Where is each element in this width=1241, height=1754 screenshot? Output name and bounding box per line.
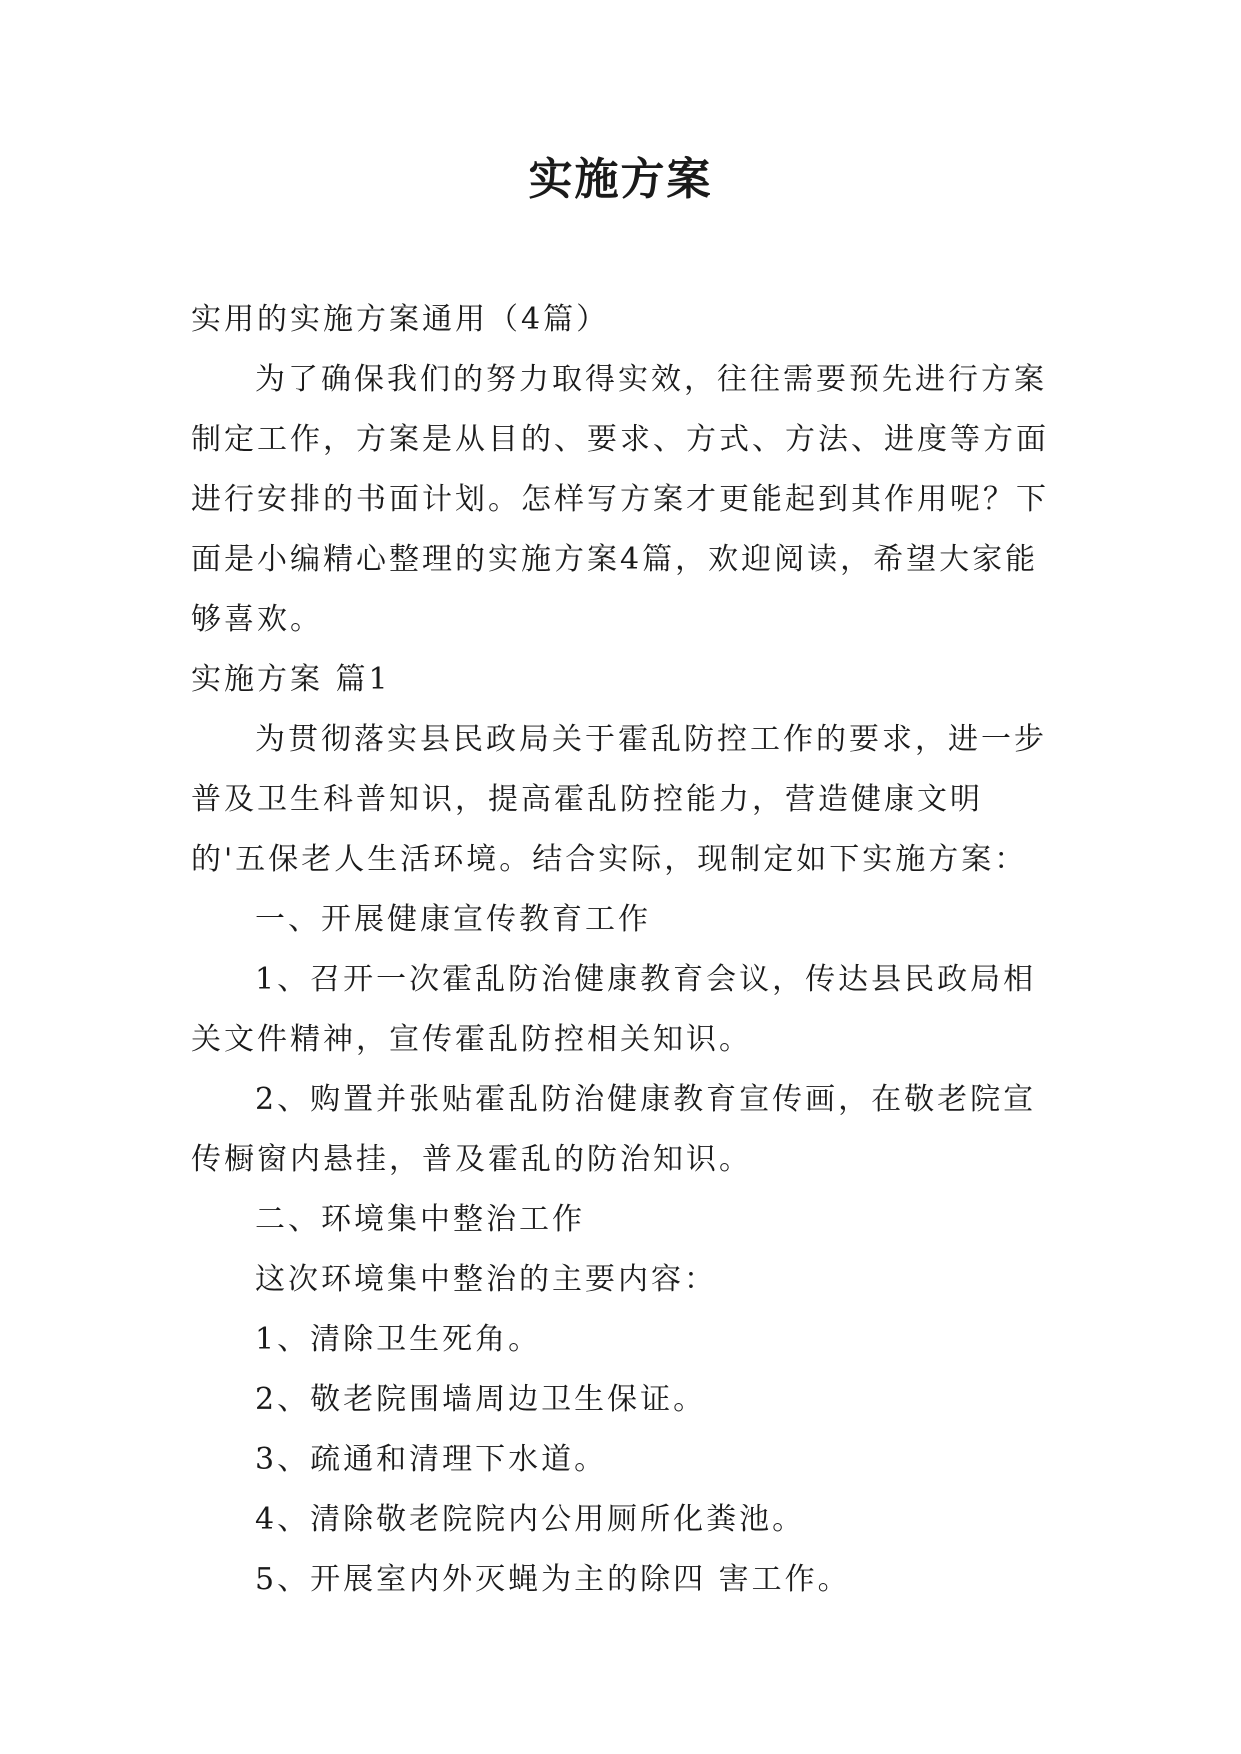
- heading-part-two: 二、环境集中整治工作: [255, 1202, 585, 1237]
- paragraph-purpose: 为贯彻落实县民政局关于霍乱防控工作的要求，进一步普及卫生科普知识，提高霍乱防控能力，营造健康文明的'五保老人生活环境。结合实际，现制定如下实施方案：: [191, 722, 1047, 877]
- paragraph-subtitle: 实用的实施方案通用（4篇）: [191, 302, 610, 337]
- heading-part-one: 一、开展健康宣传教育工作: [255, 902, 651, 937]
- list-item: 2、敬老院围墙周边卫生保证。: [255, 1382, 707, 1417]
- document-body: [191, 290, 1051, 1610]
- paragraph-intro: 为了确保我们的努力取得实效，往往需要预先进行方案制定工作，方案是从目的、要求、方式、方法、进度等方面进行安排的书面计划。怎样写方案才更能起到其作用呢？下面是小编精心整理的实施方案4篇，欢迎阅读，希望大家能够喜欢。: [191, 362, 1049, 637]
- list-item: 3、疏通和清理下水道。: [255, 1442, 608, 1477]
- list-item: 4、清除敬老院院内公用厕所化粪池。: [255, 1502, 806, 1537]
- list-item: 1、清除卫生死角。: [255, 1322, 542, 1357]
- paragraph-content-intro: 这次环境集中整治的主要内容：: [255, 1262, 717, 1297]
- list-item: 1、召开一次霍乱防治健康教育会议，传达县民政局相关文件精神，宣传霍乱防控相关知识。: [191, 962, 1037, 1057]
- section-heading: 实施方案 篇1: [191, 662, 391, 697]
- list-item: 2、购置并张贴霍乱防治健康教育宣传画，在敬老院宣传橱窗内悬挂，普及霍乱的防治知识。: [191, 1082, 1037, 1177]
- document-title: 实施方案: [528, 154, 713, 205]
- list-item: 5、开展室内外灭蝇为主的除四 害工作。: [255, 1562, 851, 1597]
